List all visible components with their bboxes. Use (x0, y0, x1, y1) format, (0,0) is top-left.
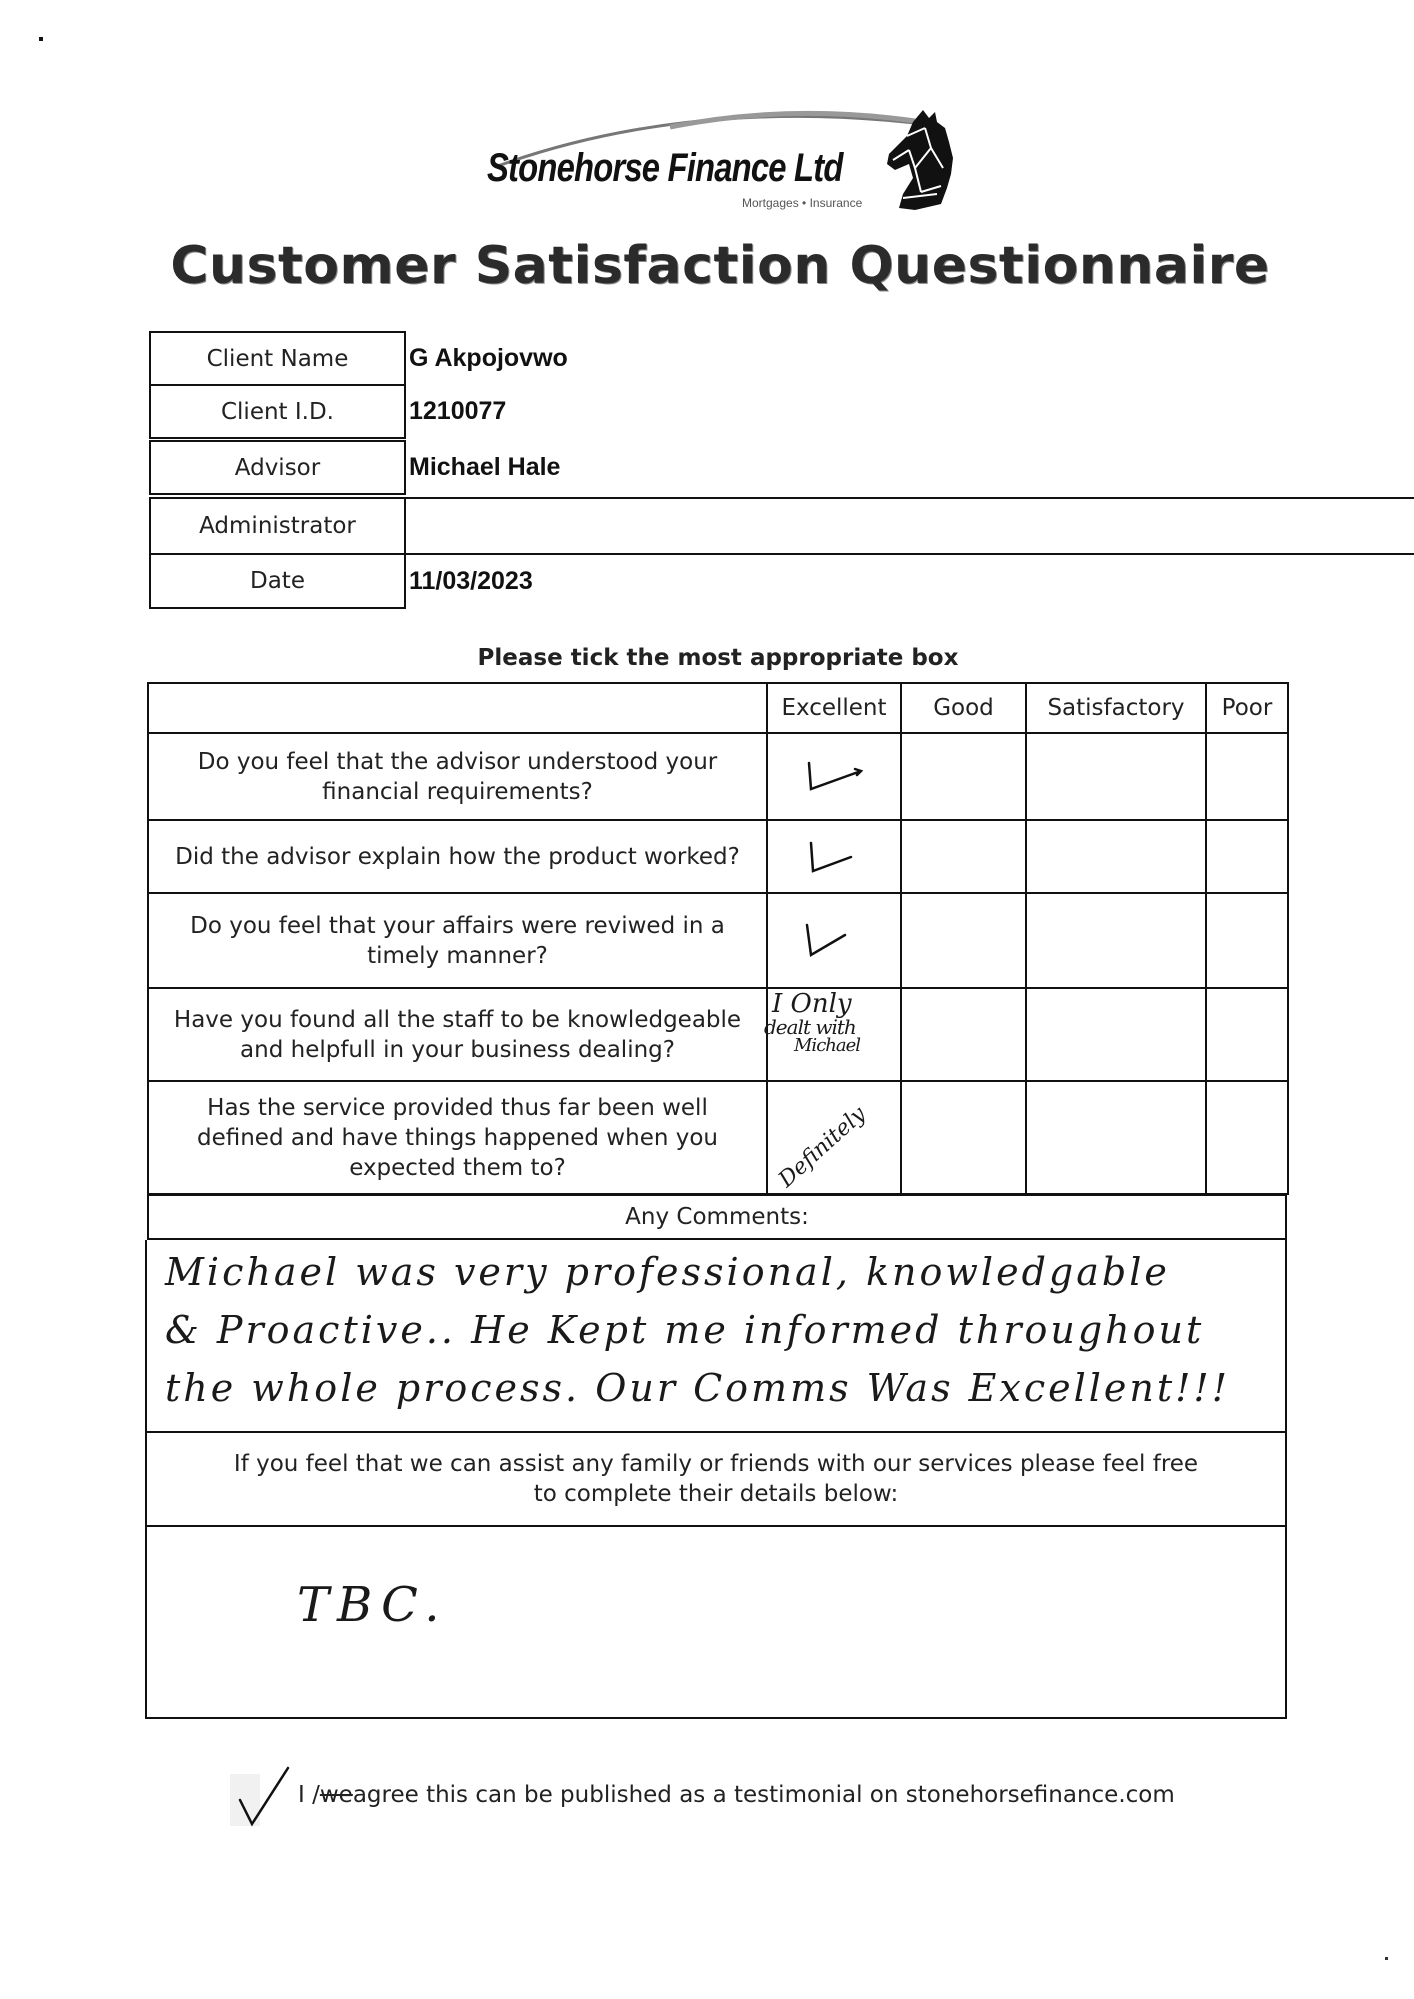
client-name-value[interactable]: G Akpojovwo (409, 344, 568, 372)
advisor-label: Advisor (149, 440, 406, 495)
administrator-field[interactable] (405, 497, 1414, 555)
question-text: Did the advisor explain how the product worked? (148, 820, 767, 893)
rating-box-excellent[interactable] (767, 893, 901, 988)
question-text: Has the service provided thus far been well defined and have things happened when you expected them to? (148, 1081, 767, 1194)
administrator-value (407, 497, 409, 555)
consent-checkbox-tick-icon[interactable] (228, 1760, 298, 1830)
rating-box-excellent[interactable] (767, 733, 901, 820)
handwritten-referral: TBC. (297, 1577, 448, 1633)
company-tagline: Mortgages • Insurance (742, 196, 863, 210)
scan-artifact-dot (1385, 1957, 1388, 1960)
rating-box-satisfactory[interactable] (1026, 733, 1206, 820)
rating-instruction: Please tick the most appropriate box (477, 645, 959, 671)
referral-prompt-line1: If you feel that we can assist any family or friends with our services please feel free (233, 1451, 1199, 1477)
table-row (148, 820, 1288, 893)
rating-box-good[interactable] (901, 820, 1026, 893)
client-id-value[interactable]: 1210077 (409, 397, 507, 425)
table-row (148, 733, 1288, 820)
client-id-label: Client I.D. (149, 384, 406, 439)
handwritten-comment-line: & Proactive.. He Kept me informed throughout (165, 1308, 1205, 1352)
advisor-value[interactable]: Michael Hale (409, 453, 561, 481)
client-name-label: Client Name (149, 331, 406, 386)
scan-artifact-dot (39, 37, 43, 41)
handwritten-tick-icon (799, 921, 869, 961)
rating-box-satisfactory[interactable] (1026, 893, 1206, 988)
handwritten-note: I Only (772, 989, 852, 1019)
handwritten-note: dealt with (764, 1015, 856, 1039)
column-good: Good (901, 683, 1026, 733)
rating-box-satisfactory[interactable] (1026, 1081, 1206, 1194)
rating-box-poor[interactable] (1206, 820, 1288, 893)
table-row (148, 893, 1288, 988)
rating-box-excellent[interactable] (767, 1081, 901, 1194)
testimonial-consent (228, 1765, 1175, 1825)
horse-head-icon (885, 108, 955, 213)
question-text: Have you found all the staff to be knowledgeable and helpfull in your business dealing? (148, 988, 767, 1081)
company-name: Stonehorse Finance Ltd (487, 146, 843, 190)
referral-details-field[interactable] (145, 1527, 1287, 1719)
rating-table (147, 682, 1289, 1195)
consent-struck-word: we (319, 1782, 353, 1808)
page-title: Customer Satisfaction Questionnaire (170, 236, 1270, 296)
handwritten-note: Michael (794, 1035, 861, 1056)
date-value[interactable]: 11/03/2023 (409, 566, 533, 595)
consent-text: agree this can be published as a testimonial on stonehorsefinance.com (352, 1782, 1175, 1808)
rating-box-good[interactable] (901, 733, 1026, 820)
rating-header-row (148, 683, 1288, 733)
rating-box-satisfactory[interactable] (1026, 988, 1206, 1081)
rating-box-good[interactable] (901, 988, 1026, 1081)
handwritten-comment-line: Michael was very professional, knowledgable (165, 1250, 1170, 1294)
administrator-label: Administrator (149, 497, 406, 555)
question-text: Do you feel that your affairs were reviwed in a timely manner? (148, 893, 767, 988)
handwritten-note: Definitely (774, 1101, 871, 1193)
rating-box-satisfactory[interactable] (1026, 820, 1206, 893)
column-excellent: Excellent (767, 683, 901, 733)
referral-prompt (145, 1433, 1287, 1527)
column-poor: Poor (1206, 683, 1288, 733)
consent-prefix: I / (298, 1782, 320, 1808)
rating-box-good[interactable] (901, 1081, 1026, 1194)
rating-box-poor[interactable] (1206, 733, 1288, 820)
rating-box-good[interactable] (901, 893, 1026, 988)
rating-box-poor[interactable] (1206, 1081, 1288, 1194)
referral-prompt-line2: to complete their details below: (533, 1481, 899, 1507)
comments-label: Any Comments: (147, 1194, 1287, 1240)
rating-box-excellent[interactable] (764, 988, 901, 1081)
date-label: Date (149, 553, 406, 609)
table-row (148, 988, 1288, 1081)
table-row (148, 1081, 1288, 1194)
question-text: Do you feel that the advisor understood your financial requirements? (148, 733, 767, 820)
handwritten-tick-icon (799, 757, 869, 797)
comments-field[interactable] (145, 1240, 1287, 1433)
column-satisfactory: Satisfactory (1026, 683, 1206, 733)
rating-box-excellent[interactable] (767, 820, 901, 893)
handwritten-comment-line: the whole process. Our Comms Was Excellent!!! (165, 1366, 1230, 1410)
question-header (148, 683, 767, 733)
handwritten-tick-icon (799, 837, 869, 877)
rating-box-poor[interactable] (1206, 893, 1288, 988)
rating-box-poor[interactable] (1206, 988, 1288, 1081)
